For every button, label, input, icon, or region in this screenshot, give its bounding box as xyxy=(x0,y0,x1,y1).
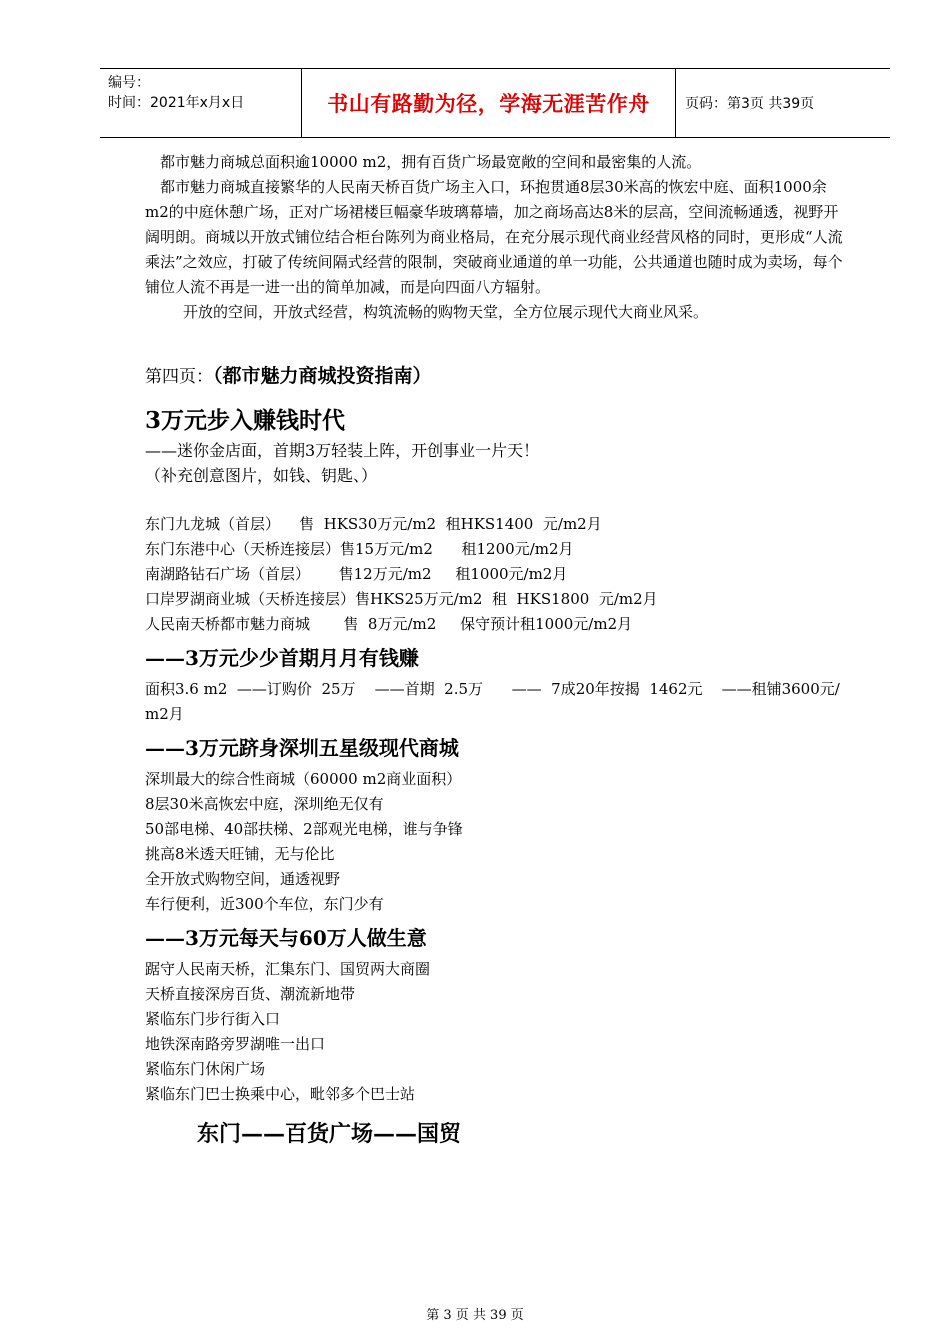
document-body xyxy=(145,150,850,1151)
closing-line: 东门——百货广场——国贸 xyxy=(197,1121,462,1147)
block2-heading: ——3万元跻身深圳五星级现代商城 xyxy=(145,736,459,760)
block3-heading: ——3万元每天与60万人做生意 xyxy=(145,926,427,950)
list-item: 深圳最大的综合性商城（60000 m2商业面积） xyxy=(145,770,462,788)
section-prefix: 第四页： xyxy=(145,367,213,387)
list-item: 紧临东门休闲广场 xyxy=(145,1060,266,1078)
list-item: 挑高8米透天旺铺，无与伦比 xyxy=(145,845,335,863)
intro-paragraph-3: 开放的空间，开放式经营，构筑流畅的购物天堂，全方位展示现代大商业风采。 xyxy=(183,303,709,321)
header-meta xyxy=(108,73,298,113)
spacer xyxy=(145,488,850,512)
list-item: 紧临东门巴士换乘中心，毗邻多个巴士站 xyxy=(145,1085,416,1103)
intro-paragraph-1: 都市魅力商城总面积逾10000 m2，拥有百货广场最宽敞的空间和最密集的人流。 xyxy=(160,153,702,171)
list-item: 紧临东门步行街入口 xyxy=(145,1010,281,1028)
list-item: 地铁深南路旁罗湖唯一出口 xyxy=(145,1035,326,1053)
intro-paragraph-2: 都市魅力商城直接繁华的人民南天桥百货广场主入口，环抱贯通8层30米高的恢宏中庭、面积1000余m2的中庭休憩广场，正对广场裙楼巨幅豪华玻璃幕墙，加之商场高达8米的层高，空间流畅通透，视野开阔明朗。商城以开放式铺位结合柜台陈列为商业格局，在充分展示现代商业经营风格的同时，更形成“人流乘法”之效应，打破了传统间隔式经营的限制，突破商业通道的单一功能，公共通道也随时成为卖场，每个铺位人流不再是一进一出的简单加减，而是向四面八方辐射。 xyxy=(145,178,843,296)
image-note: （补充创意图片，如钱、钥匙、） xyxy=(145,466,378,485)
price-line: 东门九龙城（首层） 售 HKS30万元/m2 租HKS1400 元/m2月 xyxy=(145,515,602,533)
price-list xyxy=(145,512,850,637)
header-number-label: 编号： xyxy=(108,75,150,91)
price-line: 人民南天桥都市魅力商城 售 8万元/m2 保守预计租1000元/m2月 xyxy=(145,615,633,633)
header-page-info: 页码：第3页 共39页 xyxy=(685,96,815,112)
header-slogan: 书山有路勤为径，学海无涯苦作舟 xyxy=(327,92,650,116)
header-time: 时间：2021年x月x日 xyxy=(108,95,245,111)
block3-list xyxy=(145,957,850,1107)
block1-heading: ——3万元少少首期月月有钱赚 xyxy=(145,646,419,670)
price-line: 口岸罗湖商业城（天桥连接层）售HKS25万元/m2 租 HKS1800 元/m2月 xyxy=(145,590,658,608)
price-line: 南湖路钻石广场（首层） 售12万元/m2 租1000元/m2月 xyxy=(145,565,568,583)
big-heading: 3万元步入赚钱时代 xyxy=(145,407,346,434)
section-heading xyxy=(145,363,850,390)
page-footer: 第 3 页 共 39 页 xyxy=(426,1308,524,1323)
list-item: 50部电梯、40部扶梯、2部观光电梯，谁与争锋 xyxy=(145,820,463,838)
list-item: 车行便利，近300个车位，东门少有 xyxy=(145,895,384,913)
section-title: （都市魅力商城投资指南） xyxy=(213,365,432,387)
list-item: 天桥直接深房百货、潮流新地带 xyxy=(145,985,356,1003)
page-header xyxy=(100,68,890,138)
block1-text: 面积3.6 m2 ——订购价 25万 ——首期 2.5万 —— 7成20年按揭 1462元 ——租铺3600元/ m2月 xyxy=(145,680,845,723)
block2-list xyxy=(145,767,850,917)
list-item: 踞守人民南天桥，汇集东门、国贸两大商圈 xyxy=(145,960,431,978)
tagline: ——迷你金店面，首期3万轻装上阵，开创事业一片天！ xyxy=(145,441,540,460)
list-item: 全开放式购物空间，通透视野 xyxy=(145,870,341,888)
list-item: 8层30米高恢宏中庭，深圳绝无仅有 xyxy=(145,795,384,813)
price-line: 东门东港中心（天桥连接层）售15万元/m2 租1200元/m2月 xyxy=(145,540,574,558)
header-divider-right xyxy=(675,69,676,137)
